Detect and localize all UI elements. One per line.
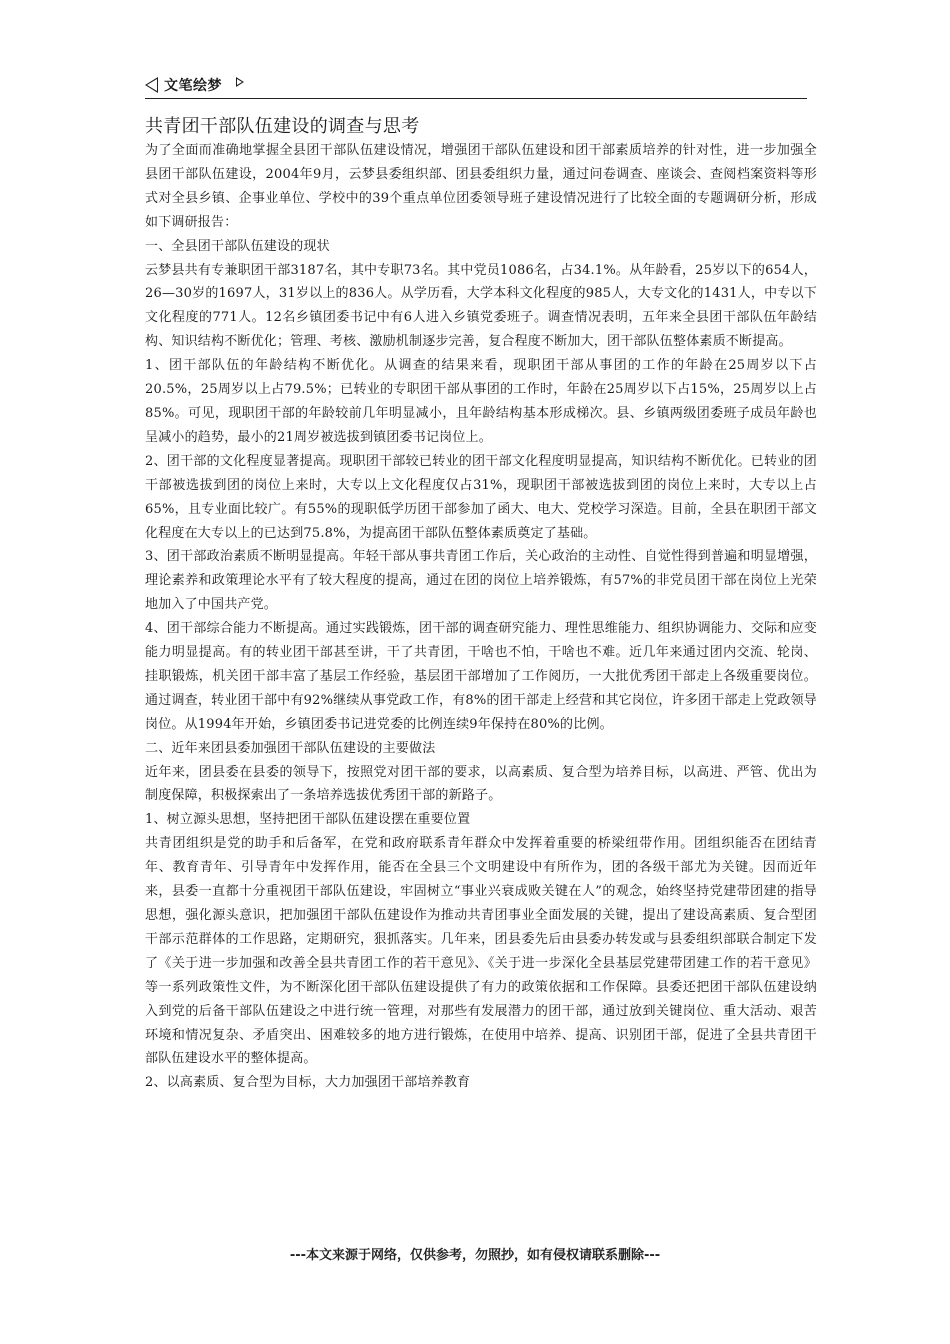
paragraph-item-2: 2、团干部的文化程度显著提高。现职团干部较已转业的团干部文化程度明显提高，知识结构不断优化。已转业的团干部被选拔到团的岗位上来时，大专以上文化程度仅占31%，现职团干部被选拔到团的岗位上来时，大专以上占65%，且专业面比较广。有55%的现职低学历团干部参加了函大、电大、党校学习深造。目前，全县在职团干部文化程度在大专以上的已达到75.8%，为提高团干部队伍整体素质奠定了基础。 <box>145 453 817 541</box>
section-heading-2: 二、近年来团县委加强团干部队伍建设的主要做法 <box>145 740 436 756</box>
paragraph-item-1: 1、团干部队伍的年龄结构不断优化。从调查的结果来看，现职团干部从事团的工作的年龄在25周岁以下占20.5%，25周岁以上占79.5%；已转业的专职团干部从事团的工作时，年龄在25周岁以下占15%，25周岁以上占85%。可见，现职团干部的年龄较前几年明显减小，且年龄结构基本形成梯次。县、乡镇两级团委班子成员年龄也呈减小的趋势，最小的21周岁被选拔到镇团委书记岗位上。 <box>145 358 817 445</box>
paragraph-source: 共青团组织是党的助手和后备军，在党和政府联系青年群众中发挥着重要的桥梁纽带作用。团组织能否在团结青年、教育青年、引导青年中发挥作用，能否在全县三个文明建设中有所作为，团的各级干部尤为关键。因而近年来，县委一直都十分重视团干部队伍建设，牢固树立“事业兴衰成败关键在人”的观念，始终坚持党建带团建的指导思想，强化源头意识，把加强团干部队伍建设作为推动共青团事业全面发展的关键，提出了建设高素质、复合型团干部示范群体的工作思路，定期研究，狠抓落实。几年来，团县委先后由县委办转发或与县委组织部联合制定下发了《关于进一步加强和改善全县共青团工作的若干意见》、《关于进一步深化全县基层党建带团建工作的若干意见》等一系列政策性文件，为不断深化团干部队伍建设提供了有力的政策依据和工作保障。县委还把团干部队伍建设纳入到党的后备干部队伍建设之中进行统一管理，对那些有发展潜力的团干部，通过放到关键岗位、重大活动、艰苦环境和情况复杂、矛盾突出、困难较多的地方进行锻炼，在使用中培养、提高、识别团干部，促进了全县共青团干部队伍建设水平的整体提高。 <box>145 836 817 1067</box>
paragraph-intro: 为了全面而准确地掌握全县团干部队伍建设情况，增强团干部队伍建设和团干部素质培养的针对性，进一步加强全县团干部队伍建设，2004年9月，云梦县委组织部、团县委组织力量，通过问卷调查、座谈会、查阅档案资料等形式对全县乡镇、企事业单位、学校中的39个重点单位团委领导班子建设情况进行了比较全面的专题调研分析，形成如下调研报告： <box>145 143 817 230</box>
paragraph-practice-intro: 近年来，团县委在县委的领导下，按照党对团干部的要求，以高素质、复合型为培养目标，以高进、严管、优出为制度保障，积极探索出了一条培养选拔优秀团干部的新路子。 <box>145 764 817 804</box>
brand <box>145 75 244 95</box>
header-rule <box>145 98 807 99</box>
paragraph-item-4: 4、团干部综合能力不断提高。通过实践锻炼，团干部的调查研究能力、理性思维能力、组织协调能力、交际和应变能力明显提高。有的转业团干部甚至讲，干了共青团，干啥也不怕，干啥也不难。近几年来通过团内交流、轮岗、挂职锻炼，机关团干部丰富了基层工作经验，基层团干部增加了工作阅历，一大批优秀团干部走上各级重要岗位。通过调查，转业团干部中有92%继续从事党政工作，有8%的团干部走上经营和其它岗位，许多团干部走上党政领导岗位。从1994年开始，乡镇团委书记进党委的比例连续9年保持在80%的比例。 <box>145 621 817 732</box>
page-header <box>145 73 807 99</box>
document-body <box>145 115 817 1095</box>
document-title: 共青团干部队伍建设的调查与思考 <box>145 116 420 137</box>
brand-text: 文笔绘梦 <box>164 78 222 94</box>
subheading-2: 2、以高素质、复合型为目标，大力加强团干部培养教育 <box>145 1075 471 1091</box>
section-heading-1: 一、全县团干部队伍建设的现状 <box>145 238 330 254</box>
paragraph-item-3: 3、团干部政治素质不断明显提高。年轻干部从事共青团工作后，关心政治的主动性、自觉性得到普遍和明显增强，理论素养和政策理论水平有了较大程度的提高，通过在团的岗位上培养锻炼，有57%的非党员团干部在岗位上光荣地加入了中国共产党。 <box>145 549 817 613</box>
footer-notice: ---本文来源于网络，仅供参考，勿照抄，如有侵权请联系删除--- <box>289 1248 661 1263</box>
paragraph-status: 云梦县共有专兼职团干部3187名，其中专职73名。其中党员1086名，占34.1%。从年龄看，25岁以下的654人，26—30岁的1697人，31岁以上的836人。从学历看，大学本科文化程度的985人，大专文化的1431人，中专以下文化程度的771人。12名乡镇团委书记中有6人进入乡镇党委班子。调查情况表明，五年来全县团干部队伍年龄结构、知识结构不断优化；管理、考核、激励机制逐步完善，复合程度不断加大，团干部队伍整体素质不断提高。 <box>145 262 817 350</box>
subheading-1: 1、树立源头思想，坚持把团干部队伍建设摆在重要位置 <box>145 812 471 828</box>
triangle-right-icon <box>236 77 244 87</box>
triangle-left-icon <box>145 77 158 93</box>
